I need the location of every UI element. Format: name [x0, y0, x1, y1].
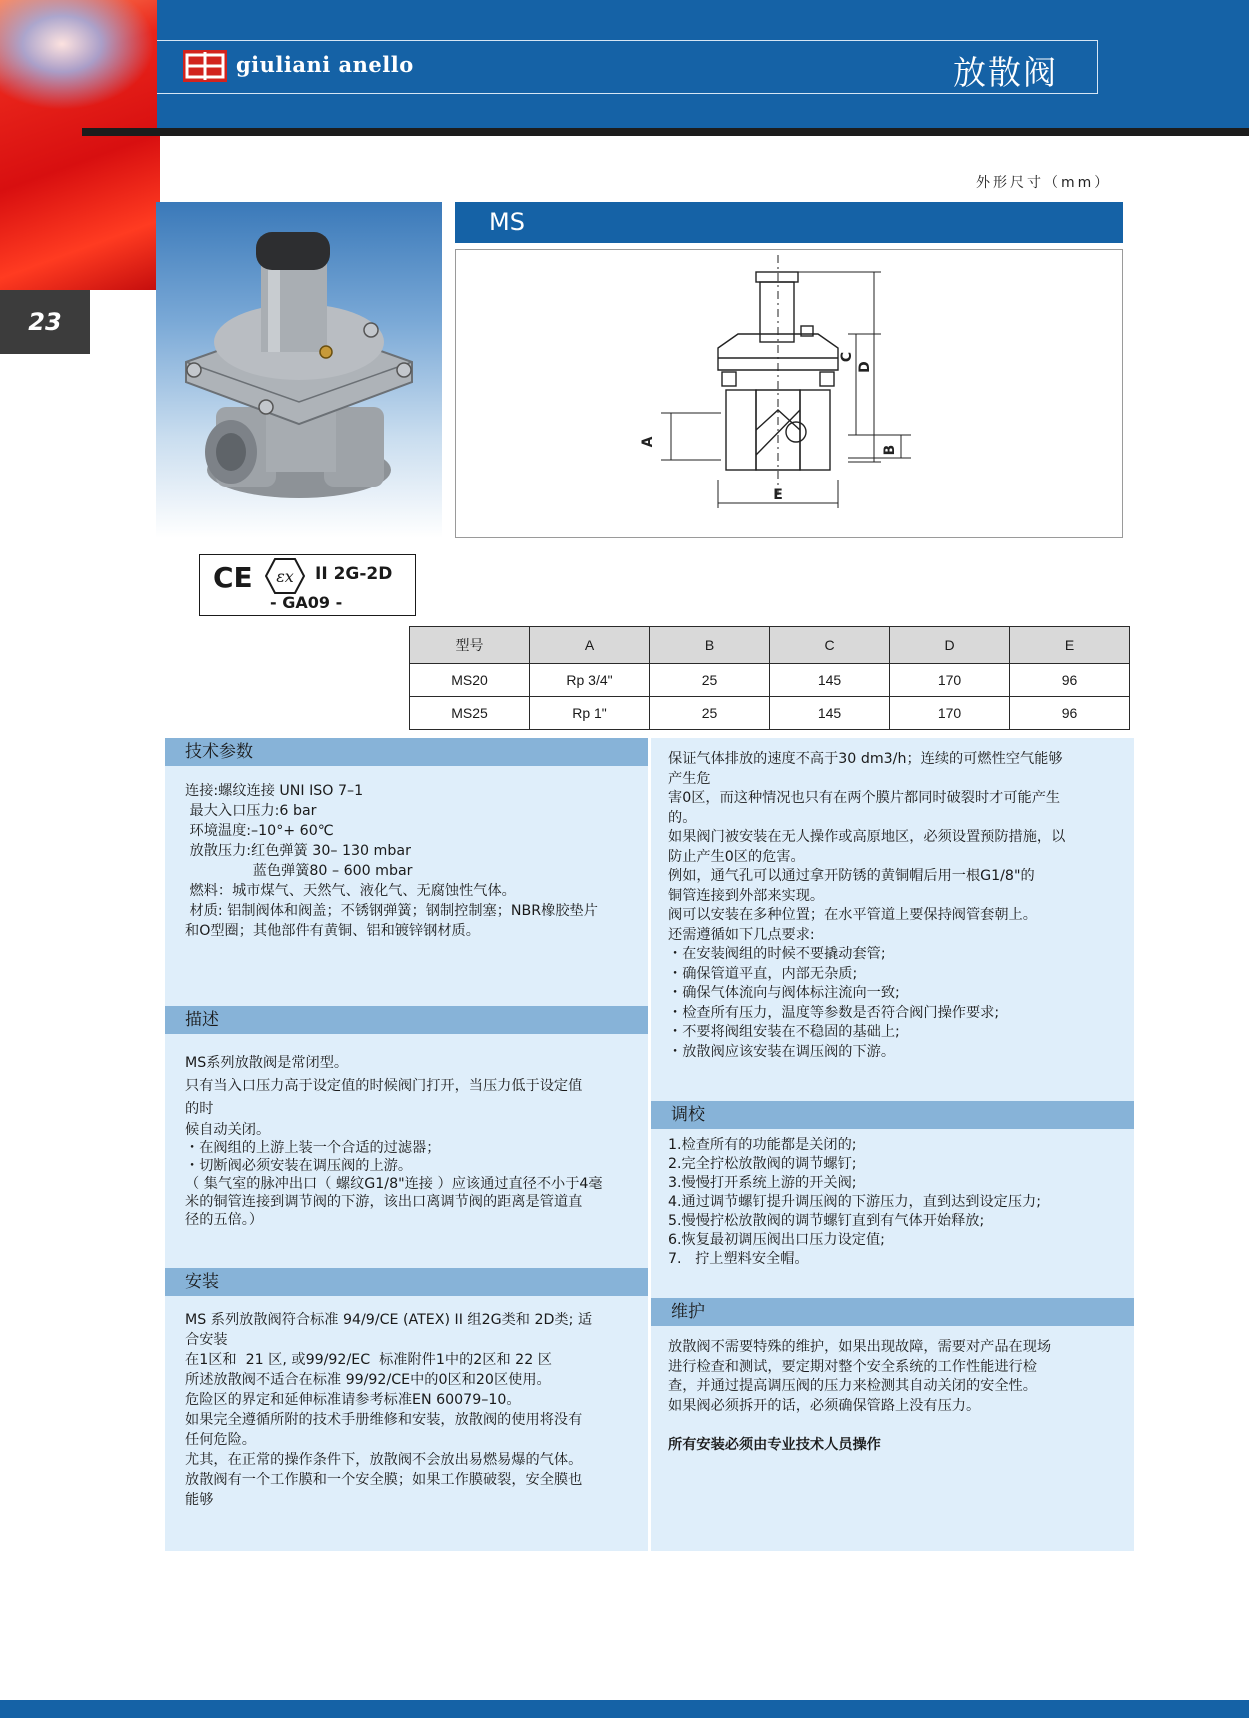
- table-row: [410, 697, 1130, 730]
- calibration-text: 1.检查所有的功能都是关闭的; 2.完全拧松放散阀的调节螺钉; 3.慢慢打开系统上游的开关阀; 4.通过调节螺钉提升调压阀的下游压力，直到达到设定压力; 5.慢慢拧松放散阀的调节螺钉直到有气体开始释放; 6.恢复最初调压阀出口压力设定值; 7. 拧上塑料安全帽。: [668, 1137, 1042, 1267]
- table-cell: Rp 3/4": [530, 664, 650, 697]
- maintenance-heading: 维护: [651, 1298, 1134, 1326]
- calibration-heading: 调校: [651, 1101, 1134, 1129]
- description-text-top: MS系列放散阀是常闭型。 只有当入口压力高于设定值的时候阀门打开，当压力低于设定值 的时: [185, 1055, 583, 1117]
- table-cell: 25: [650, 697, 770, 730]
- installation-text: MS 系列放散阀符合标准 94/9/CE (ATEX) II 组2G类和 2D类; 适 合安装 在1区和 21 区, 或99/92/EC 标准附件1中的2区和 22 区 所述放散阀不适合在标准 99/92/CE中的0区和20区使用。 危险区的界定和延伸标准请参考标准EN 60079–10。 如果完全遵循所附的技术手册维修和安装，放散阀的使用将没有 任何危险。 尤其，在正常的操作条件下，放散阀不会放出易燃易爆的气体。 放散阀有一个工作膜和一个安全膜；如果工作膜破裂，安全膜也 能够: [185, 1312, 593, 1508]
- drawing-label-b: B: [882, 444, 898, 456]
- certification-box: [199, 554, 416, 616]
- installation-continued-text: 保证气体排放的速度不高于30 dm3/h；连续的可燃性空气能够 产生危 害0区，而这种情况也只有在两个膜片都同时破裂时才可能产生 的。 如果阀门被安装在无人操作或高原地区，必须设置预防措施，以 防止产生0区的危害。 例如，通气孔可以通过拿开防锈的黄铜帽后用一根G1/8"的 铜管连接到外部来实现。 阀可以安装在多种位置；在水平管道上要保持阀管套朝上。 还需遵循如下几点要求: ・在安装阀组的时候不要撬动套管; ・确保管道平直，内部无杂质; ・确保气体流向与阀体标注流向一致; ・检查所有压力，温度等参数是否符合阀门操作要求; ・不要将阀组安装在不稳固的基础上; ・放散阀应该安装在调压阀的下游。: [668, 751, 1066, 1060]
- description-heading: 描述: [165, 1006, 648, 1034]
- ex-symbol: εx: [276, 567, 294, 586]
- table-header: E: [1010, 627, 1130, 664]
- description-text-bottom: 候自动关闭。 ・在阀组的上游上装一个合适的过滤器； ・切断阀必须安装在调压阀的上游。 （ 集气室的脉冲出口（ 螺纹G1/8"连接 ）应该通过直径不小于4毫 米的铜管连接到调节阀的下游，该出口离调节阀的距离是管道直 径的五倍。）: [185, 1122, 603, 1228]
- drawing-label-e: E: [773, 487, 783, 503]
- page-title: 放散阀: [953, 53, 1058, 92]
- table-cell: 145: [770, 664, 890, 697]
- table-header: A: [530, 627, 650, 664]
- drawing-label-c: C: [839, 351, 855, 363]
- table-header: 型号: [410, 627, 530, 664]
- table-cell: MS25: [410, 697, 530, 730]
- tech-params-text: 连接:螺纹连接 UNI ISO 7–1 最大入口压力:6 bar 环境温度:–10°+ 60℃ 放散压力:红色弹簧 30– 130 mbar 蓝色弹簧80 – 600 mbar 燃料：城市煤气、天然气、液化气、无腐蚀性气体。 材质: 铝制阀体和阀盖；不锈钢弹簧；钢制控制塞；NBR橡胶垫片 和O型圈；其他部件有黄铜、铝和镀锌钢材质。: [185, 783, 598, 939]
- certification-code: - GA09 -: [270, 593, 343, 612]
- dimensions-label: 外形尺寸（mm）: [976, 175, 1112, 191]
- installation-heading: 安装: [165, 1268, 648, 1296]
- left-info-panel: [165, 738, 648, 1551]
- tech-params-heading: 技术参数: [165, 738, 648, 766]
- table-cell: 145: [770, 697, 890, 730]
- table-header: B: [650, 627, 770, 664]
- corner-highlight: [0, 0, 155, 110]
- table-cell: MS20: [410, 664, 530, 697]
- dimension-table: [409, 626, 1130, 730]
- drawing-label-a: A: [640, 436, 656, 448]
- table-cell: 170: [890, 664, 1010, 697]
- drawing-label-d: D: [857, 361, 873, 373]
- right-info-panel: [651, 738, 1134, 1551]
- table-cell: 170: [890, 697, 1010, 730]
- header-divider: [82, 128, 1249, 136]
- atex-hexagon-icon: [265, 557, 305, 595]
- product-photo: [156, 202, 442, 538]
- table-header: D: [890, 627, 1010, 664]
- maintenance-text: 放散阀不需要特殊的维护，如果出现故障，需要对产品在现场 进行检查和测试，要定期对整个安全系统的工作性能进行检 查，并通过提高调压阀的压力来检测其自动关闭的安全性。 如果阀必须拆开的话，必须确保管路上没有压力。: [668, 1339, 1052, 1414]
- table-cell: 96: [1010, 697, 1130, 730]
- brand-name: giuliani anello: [236, 52, 414, 77]
- brand-logo-icon: [183, 50, 227, 82]
- table-header-row: [410, 627, 1130, 664]
- dimension-drawing: [455, 249, 1123, 538]
- page-number: 23: [0, 290, 90, 354]
- table-cell: 96: [1010, 664, 1130, 697]
- table-row: [410, 664, 1130, 697]
- table-header: C: [770, 627, 890, 664]
- atex-category: II 2G-2D: [315, 564, 393, 584]
- model-heading: MS: [455, 202, 1123, 243]
- ce-mark: CE: [213, 561, 253, 594]
- table-cell: 25: [650, 664, 770, 697]
- table-cell: Rp 1": [530, 697, 650, 730]
- maintenance-note: 所有安装必须由专业技术人员操作: [668, 1437, 881, 1453]
- footer-bar: [0, 1700, 1249, 1718]
